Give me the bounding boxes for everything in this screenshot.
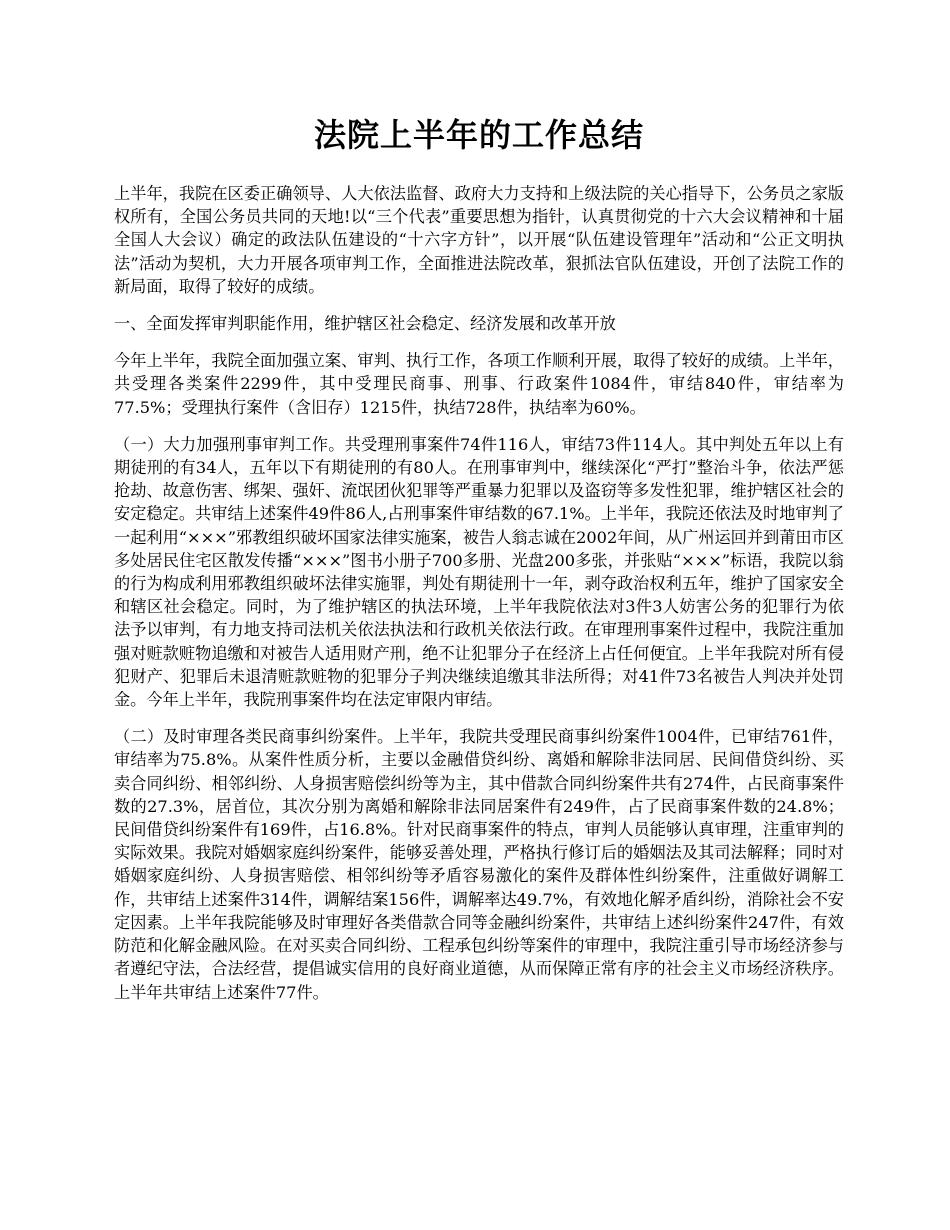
section-heading-1: 一、全面发挥审判职能作用，维护辖区社会稳定、经济发展和改革开放 (114, 314, 616, 334)
document-title: 法院上半年的工作总结 (313, 116, 644, 154)
paragraph-overview: 今年上半年，我院全面加强立案、审判、执行工作，各项工作顺利开展，取得了较好的成绩。上半年，共受理各类案件2299件，其中受理民商事、刑事、行政案件1084件，审结840件，审结率为77.5%；受理执行案件（含旧存）1215件，执结728件，执结率为60%。 (114, 351, 844, 417)
paragraph-intro: 上半年，我院在区委正确领导、人大依法监督、政府大力支持和上级法院的关心指导下，公务员之家版权所有，全国公务员共同的天地!以“三个代表”重要思想为指针，认真贯彻党的十六大会议精神和十届全国人大会议）确定的政法队伍建设的“十六字方针”，以开展“队伍建设管理年”活动和“公正文明执法”活动为契机，大力开展各项审判工作，全面推进法院改革，狠抓法官队伍建设，开创了法院工作的新局面，取得了较好的成绩。 (114, 184, 844, 296)
paragraph-civil-commercial: （二）及时审理各类民商事纠纷案件。上半年，我院共受理民商事纠纷案件1004件，已审结761件，审结率为75.8%。从案件性质分析，主要以金融借贷纠纷、离婚和解除非法同居、民间借贷纠纷、买卖合同纠纷、相邻纠纷、人身损害赔偿纠纷等为主，其中借款合同纠纷案件共有274件，占民商事案件数的27.3%，居首位，其次分别为离婚和解除非法同居案件有249件，占了民商事案件数的24.8%；民间借贷纠纷案件有169件，占16.8%。针对民商事案件的特点，审判人员能够认真审理，注重审判的实际效果。我院对婚姻家庭纠纷案件，能够妥善处理，严格执行修订后的婚姻法及其司法解释；同时对婚姻家庭纠纷、人身损害赔偿、相邻纠纷等矛盾容易激化的案件及群体性纠纷案件，注重做好调解工作，共审结上述案件314件，调解结案156件，调解率达49.7%，有效地化解矛盾纠纷，消除社会不安定因素。上半年我院能够及时审理好各类借款合同等金融纠纷案件，共审结上述纠纷案件247件，有效防范和化解金融风险。在对买卖合同纠纷、工程承包纠纷等案件的审理中，我院注重引导市场经济参与者遵纪守法，合法经营，提倡诚实信用的良好商业道德，从而保障正常有序的社会主义市场经济秩序。上半年共审结上述案件77件。 (114, 727, 844, 1002)
paragraph-criminal-trials: （一）大力加强刑事审判工作。共受理刑事案件74件116人，审结73件114人。其中判处五年以上有期徒刑的有34人，五年以下有期徒刑的有80人。在刑事审判中，继续深化“严打”整治斗争，依法严惩抢劫、故意伤害、绑架、强奸、流氓团伙犯罪等严重暴力犯罪以及盗窃等多发性犯罪，维护辖区社会的安定稳定。共审结上述案件49件86人,占刑事案件审结数的67.1%。上半年，我院还依法及时地审判了一起利用“×××”邪教组织破坏国家法律实施案，被告人翁志诚在2002年间，从广州运回并到莆田市区多处居民住宅区散发传播“×××”图书小册子700多册、光盘200多张，并张贴“×××”标语，我院以翁的行为构成利用邪教组织破坏法律实施罪，判处有期徒刑十一年，剥夺政治权利五年，维护了国家安全和辖区社会稳定。同时，为了维护辖区的执法环境，上半年我院依法对3件3人妨害公务的犯罪行为依法予以审判，有力地支持司法机关依法执法和行政机关依法行政。在审理刑事案件过程中，我院注重加强对赃款赃物追缴和对被告人适用财产刑，绝不让犯罪分子在经济上占任何便宜。上半年我院对所有侵犯财产、犯罪后未退清赃款赃物的犯罪分子判决继续追缴其非法所得；对41件73名被告人判决并处罚金。今年上半年，我院刑事案件均在法定审限内审结。 (114, 434, 844, 710)
